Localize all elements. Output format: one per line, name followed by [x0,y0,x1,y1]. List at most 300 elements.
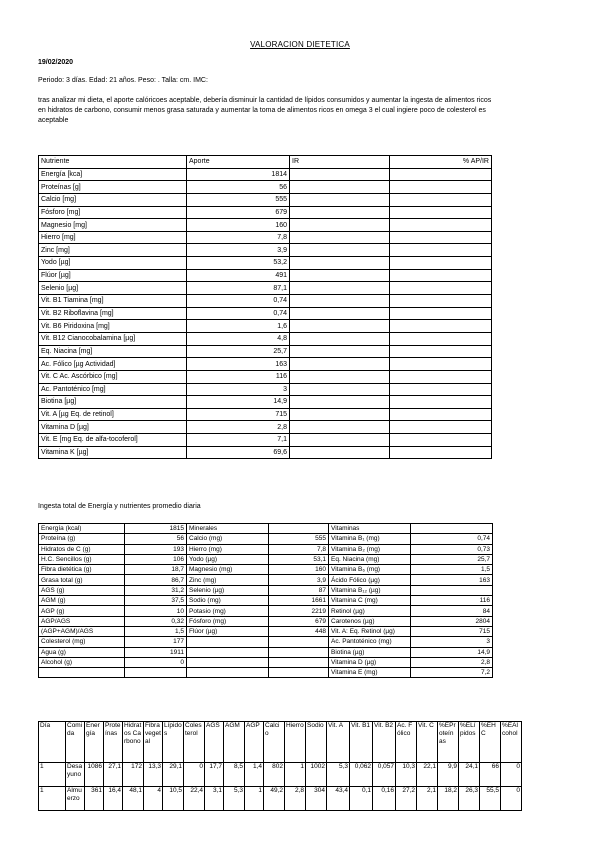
table-cell: 177 [125,637,187,647]
header-cell: Vit. B2 [373,722,396,763]
table-cell: Vit. B2 Riboflavina [mg] [39,307,187,320]
table-cell: Vitamina C (mg) [329,596,411,606]
table-cell [269,668,329,678]
header-cell: AGS [205,722,224,763]
header-cell: Vit. C [417,722,438,763]
table-cell: 106 [125,554,187,564]
table-cell: Retinol (µg) [329,606,411,616]
table-cell [269,657,329,667]
table-cell: 0 [125,657,187,667]
table-cell: 0 [501,763,522,787]
table-cell [290,295,390,308]
table-row [39,534,493,544]
table-cell: Ac. Fólico [µg Actividad] [39,358,187,371]
table-row [39,332,492,345]
table-cell [187,647,269,657]
table-cell: 715 [187,408,290,421]
table-row [39,524,493,534]
table-cell: 1,4 [245,763,264,787]
table-cell: Energía [kca] [39,168,187,181]
table-cell [187,637,269,647]
table-row [39,396,492,409]
table-cell [390,282,492,295]
table-cell: Ácido Fólico (µg) [329,575,411,585]
table-cell [390,408,492,421]
table-cell: 7,8 [187,231,290,244]
table-cell: Vitamina B₂ (mg) [329,544,411,554]
table-cell: 1911 [125,647,187,657]
header-cell: % AP/IR [390,156,492,169]
table-cell: 69,6 [187,446,290,459]
header-cell: AGM [224,722,245,763]
header-cell: Calcio [264,722,285,763]
table-cell [390,421,492,434]
table-cell: 116 [411,596,493,606]
table-cell: Vitamina K [µg] [39,446,187,459]
table-cell: Minerales [187,524,269,534]
table-cell [390,295,492,308]
table-cell [390,396,492,409]
table-cell: Yodo [µg] [39,257,187,270]
intake-subtitle: Ingesta total de Energía y nutrientes promedio diaria [38,503,201,510]
table-row [39,616,493,626]
table-cell: 17,7 [205,763,224,787]
header-cell: Fibra vegetal [144,722,163,763]
period-info: Periodo: 3 días. Edad: 21 años. Peso: . Talla: cm. IMC: [38,77,208,84]
table-cell: 1086 [85,763,104,787]
table-cell [390,269,492,282]
table-row [39,626,493,636]
table-cell [125,668,187,678]
table-cell [290,396,390,409]
table-cell [290,370,390,383]
table-row [39,295,492,308]
table-cell: Yodo (µg) [187,554,269,564]
table-cell [390,168,492,181]
table-cell: 87,1 [187,282,290,295]
table-cell: 679 [269,616,329,626]
table-cell: 66 [480,763,501,787]
table-row [39,544,493,554]
header-cell: Día [39,722,66,763]
table-cell: 1,5 [125,626,187,636]
table-row [39,657,493,667]
table-cell: 172 [123,763,144,787]
table-cell: Vitamina B₁ (mg) [329,534,411,544]
table-cell: 715 [411,626,493,636]
table-cell [269,647,329,657]
table-cell [390,345,492,358]
table-cell: 0 [501,787,522,811]
table-cell [290,269,390,282]
table-cell [390,434,492,447]
table-row [39,370,492,383]
table-row [39,307,492,320]
table-cell: Vit. B1 Tiamina [mg] [39,295,187,308]
table-cell: Vit. B6 Piridoxina [mg] [39,320,187,333]
table-row [39,585,493,595]
table-cell [390,332,492,345]
table-cell: 2804 [411,616,493,626]
table-cell: 43,4 [327,787,350,811]
table-cell: Sodio (mg) [187,596,269,606]
table-cell: Magnesio (mg) [187,565,269,575]
table-cell [290,421,390,434]
table-cell [390,219,492,232]
table-cell: 0 [184,763,205,787]
header-cell: %EProteínas [438,722,459,763]
table-cell: 5,3 [327,763,350,787]
header-cell: Aporte [187,156,290,169]
table-cell: 2,8 [411,657,493,667]
table-cell: 18,7 [125,565,187,575]
table-row [39,763,522,787]
table-cell: 116 [187,370,290,383]
table-cell: 2,8 [285,787,306,811]
table-cell: Vit. E [mg Eq. de alfa-tocoferol] [39,434,187,447]
table-cell [390,181,492,194]
table-cell: 2,1 [417,787,438,811]
table-cell: 10,5 [163,787,184,811]
table-cell: Flúor (µg) [187,626,269,636]
table-cell: 4,8 [187,332,290,345]
header-cell: Comida [66,722,85,763]
table-cell: Desayuno [66,763,85,787]
table-cell: 0,16 [373,787,396,811]
assessment-paragraph: tras analizar mi dieta, el aporte calóricoes aceptable, debería disminuir la cantidad de lípidos consumidos y aumentar la ingesta de alimentos ricos en hidratos de carbono, consumir menos grasa saturada y aumentar la toma de alimentos ricos en omega 3 el cual ingiere poco de colesterol es aceptable [38,97,492,124]
table-row [39,231,492,244]
table-cell: 1 [285,763,306,787]
table-cell: 49,2 [264,787,285,811]
report-date: 19/02/2020 [38,59,74,66]
table-cell: Potasio (mg) [187,606,269,616]
table-cell [290,446,390,459]
table-cell: 1 [39,763,66,787]
table-cell: 16,4 [104,787,123,811]
table-cell: Magnesio [mg] [39,219,187,232]
table-cell: 87 [269,585,329,595]
table-row [39,446,492,459]
table-cell: 802 [264,763,285,787]
table-cell: 1814 [187,168,290,181]
table-cell: 27,1 [104,763,123,787]
table-cell: 0,32 [125,616,187,626]
table-cell [290,257,390,270]
table-cell [290,383,390,396]
table-cell: 31,2 [125,585,187,595]
table-cell: 3 [411,637,493,647]
meals-table [38,721,522,811]
header-cell: %EHC [480,722,501,763]
table-cell: Selenio [µg] [39,282,187,295]
table-cell [187,668,269,678]
table-cell [290,193,390,206]
table-cell [290,181,390,194]
table-cell: 25,7 [411,554,493,564]
table-cell: Hierro (mg) [187,544,269,554]
table-cell: 3,1 [205,787,224,811]
table-cell [390,244,492,257]
table-cell: 84 [411,606,493,616]
table-cell: 0,74 [187,307,290,320]
meals-table-header [39,722,522,763]
header-cell: Nutriente [39,156,187,169]
table-cell: 8,5 [224,763,245,787]
header-cell: Hierro [285,722,306,763]
table-row [39,383,492,396]
header-cell: Energía [85,722,104,763]
table-cell: Hierro [mg] [39,231,187,244]
table-cell: 7,2 [411,668,493,678]
table-cell: 10,3 [396,763,417,787]
header-cell: Sodio [306,722,327,763]
table-cell: Hidratos de C (g) [39,544,125,554]
table-cell: 1 [245,787,264,811]
nutrient-table-header [39,156,492,169]
table-cell: 0,062 [350,763,373,787]
table-row [39,408,492,421]
table-cell: 18,2 [438,787,459,811]
table-cell: 5,3 [224,787,245,811]
table-cell: 29,1 [163,763,184,787]
table-cell: 0,73 [411,544,493,554]
table-cell: 55,5 [480,787,501,811]
table-cell: Alcohol (g) [39,657,125,667]
table-cell: 0,74 [411,534,493,544]
table-cell: Fósforo [mg] [39,206,187,219]
table-cell [290,408,390,421]
table-cell: 14,9 [411,647,493,657]
table-row [39,244,492,257]
table-row [39,206,492,219]
table-cell: 3 [187,383,290,396]
table-cell: AGM (g) [39,596,125,606]
table-cell [290,206,390,219]
table-cell [390,320,492,333]
table-cell: Fibra dietética (g) [39,565,125,575]
table-cell: Vitamina B₁₂ (µg) [329,585,411,595]
table-cell: 1 [39,787,66,811]
table-cell [390,383,492,396]
table-cell [290,219,390,232]
table-cell [390,358,492,371]
table-cell: Eq. Niacina (mg) [329,554,411,564]
table-cell: Calcio [mg] [39,193,187,206]
table-cell: AGS (g) [39,585,125,595]
table-cell [290,320,390,333]
table-cell: 491 [187,269,290,282]
table-cell [290,358,390,371]
table-row [39,575,493,585]
table-cell: AGP (g) [39,606,125,616]
table-cell: 160 [269,565,329,575]
table-cell: 361 [85,787,104,811]
table-row [39,787,522,811]
header-cell: Lípidos [163,722,184,763]
table-cell: 56 [187,181,290,194]
table-cell: 7,1 [187,434,290,447]
table-cell: 163 [411,575,493,585]
table-cell: Proteínas [g] [39,181,187,194]
table-cell [269,524,329,534]
table-cell: Vitamina E (mg) [329,668,411,678]
table-cell: Grasa total (g) [39,575,125,585]
table-cell: Vit. A: Eq. Retinol (µg) [329,626,411,636]
table-cell [290,244,390,257]
header-cell: Ac. Fólico [396,722,417,763]
table-cell: 14,9 [187,396,290,409]
table-row [39,193,492,206]
table-row [39,345,492,358]
table-cell: 1815 [125,524,187,534]
table-row [39,168,492,181]
header-cell: IR [290,156,390,169]
table-cell [390,193,492,206]
table-cell: 9,9 [438,763,459,787]
intake-table [38,523,493,678]
table-cell: 193 [125,544,187,554]
table-cell [187,657,269,667]
table-row [39,181,492,194]
table-cell: Almuerzo [66,787,85,811]
table-cell: 53,2 [187,257,290,270]
table-row [39,637,493,647]
table-row [39,606,493,616]
table-row [39,269,492,282]
table-cell: 56 [125,534,187,544]
table-cell: H.C. Sencillos (g) [39,554,125,564]
table-cell [390,231,492,244]
table-cell: 86,7 [125,575,187,585]
header-cell: AGP [245,722,264,763]
header-cell: Hidratos Carbono [123,722,144,763]
table-cell: Eq. Niacina [mg] [39,345,187,358]
table-cell: Fósforo (mg) [187,616,269,626]
table-cell: 10 [125,606,187,616]
table-cell: 13,3 [144,763,163,787]
table-cell: Vitamina B₆ (mg) [329,565,411,575]
table-row [39,554,493,564]
table-cell [390,257,492,270]
table-cell [269,637,329,647]
table-cell: Selenio (µg) [187,585,269,595]
table-row [39,596,493,606]
table-cell: 679 [187,206,290,219]
table-cell [39,668,125,678]
table-cell: Energía (kcal) [39,524,125,534]
table-cell: Vitamina D [µg] [39,421,187,434]
page-title: VALORACION DIETETICA [250,40,350,49]
table-cell: 1,5 [411,565,493,575]
table-cell: Zinc (mg) [187,575,269,585]
table-cell: 0,1 [350,787,373,811]
table-cell: 2219 [269,606,329,616]
table-cell: 24,1 [459,763,480,787]
table-cell: 1661 [269,596,329,606]
table-cell: AGP/AGS [39,616,125,626]
table-cell [390,307,492,320]
table-cell: Colesterol (mg) [39,637,125,647]
table-cell: 26,3 [459,787,480,811]
table-cell [411,524,493,534]
table-cell: 53,1 [269,554,329,564]
table-cell: 1,6 [187,320,290,333]
table-cell: Zinc [mg] [39,244,187,257]
table-cell [290,332,390,345]
table-cell [290,231,390,244]
header-cell: Colesterol [184,722,205,763]
table-row [39,647,493,657]
table-cell: 3,9 [269,575,329,585]
table-cell: 2,8 [187,421,290,434]
header-cell: %ELípidos [459,722,480,763]
table-cell [411,585,493,595]
table-cell: Biotina (µg) [329,647,411,657]
table-cell [290,345,390,358]
table-cell: 555 [187,193,290,206]
table-cell [390,446,492,459]
table-cell: 37,5 [125,596,187,606]
table-cell: 27,2 [396,787,417,811]
table-cell: 1002 [306,763,327,787]
header-cell: %EAlcohol [501,722,522,763]
table-cell: 3,9 [187,244,290,257]
table-cell: 555 [269,534,329,544]
header-cell: Vit. A [327,722,350,763]
table-row [39,565,493,575]
table-cell: Calcio (mg) [187,534,269,544]
table-cell: Vit. C Ac. Ascórbico [mg] [39,370,187,383]
table-cell [290,282,390,295]
table-cell: 22,1 [417,763,438,787]
table-row [39,421,492,434]
table-cell: 160 [187,219,290,232]
table-cell: Agua (g) [39,647,125,657]
header-cell: Vit. B1 [350,722,373,763]
table-cell: Vit. B12 Cianocobalamina [µg] [39,332,187,345]
table-cell: 22,4 [184,787,205,811]
table-cell: Proteína (g) [39,534,125,544]
nutrient-table [38,155,492,459]
table-cell: Vitaminas [329,524,411,534]
table-row [39,668,493,678]
table-cell: Biotina [µg] [39,396,187,409]
table-cell: Ac. Pantoténico [mg] [39,383,187,396]
table-cell: 304 [306,787,327,811]
table-cell: Vit. A [µg Eq. de retinol] [39,408,187,421]
table-row [39,434,492,447]
table-cell [290,307,390,320]
table-cell: 25,7 [187,345,290,358]
table-cell: 48,1 [123,787,144,811]
table-cell [390,370,492,383]
table-row [39,257,492,270]
table-cell: 448 [269,626,329,636]
table-cell: 0,057 [373,763,396,787]
header-cell: Proteínas [104,722,123,763]
table-row [39,358,492,371]
table-cell: (AGP+AGM)/AGS [39,626,125,636]
table-cell [390,206,492,219]
table-cell: 0,74 [187,295,290,308]
table-row [39,320,492,333]
table-cell: Ac. Pantoténico (mg) [329,637,411,647]
table-cell [290,434,390,447]
table-cell: Vitamina D (µg) [329,657,411,667]
table-cell: 7,8 [269,544,329,554]
table-cell: 4 [144,787,163,811]
table-row [39,282,492,295]
